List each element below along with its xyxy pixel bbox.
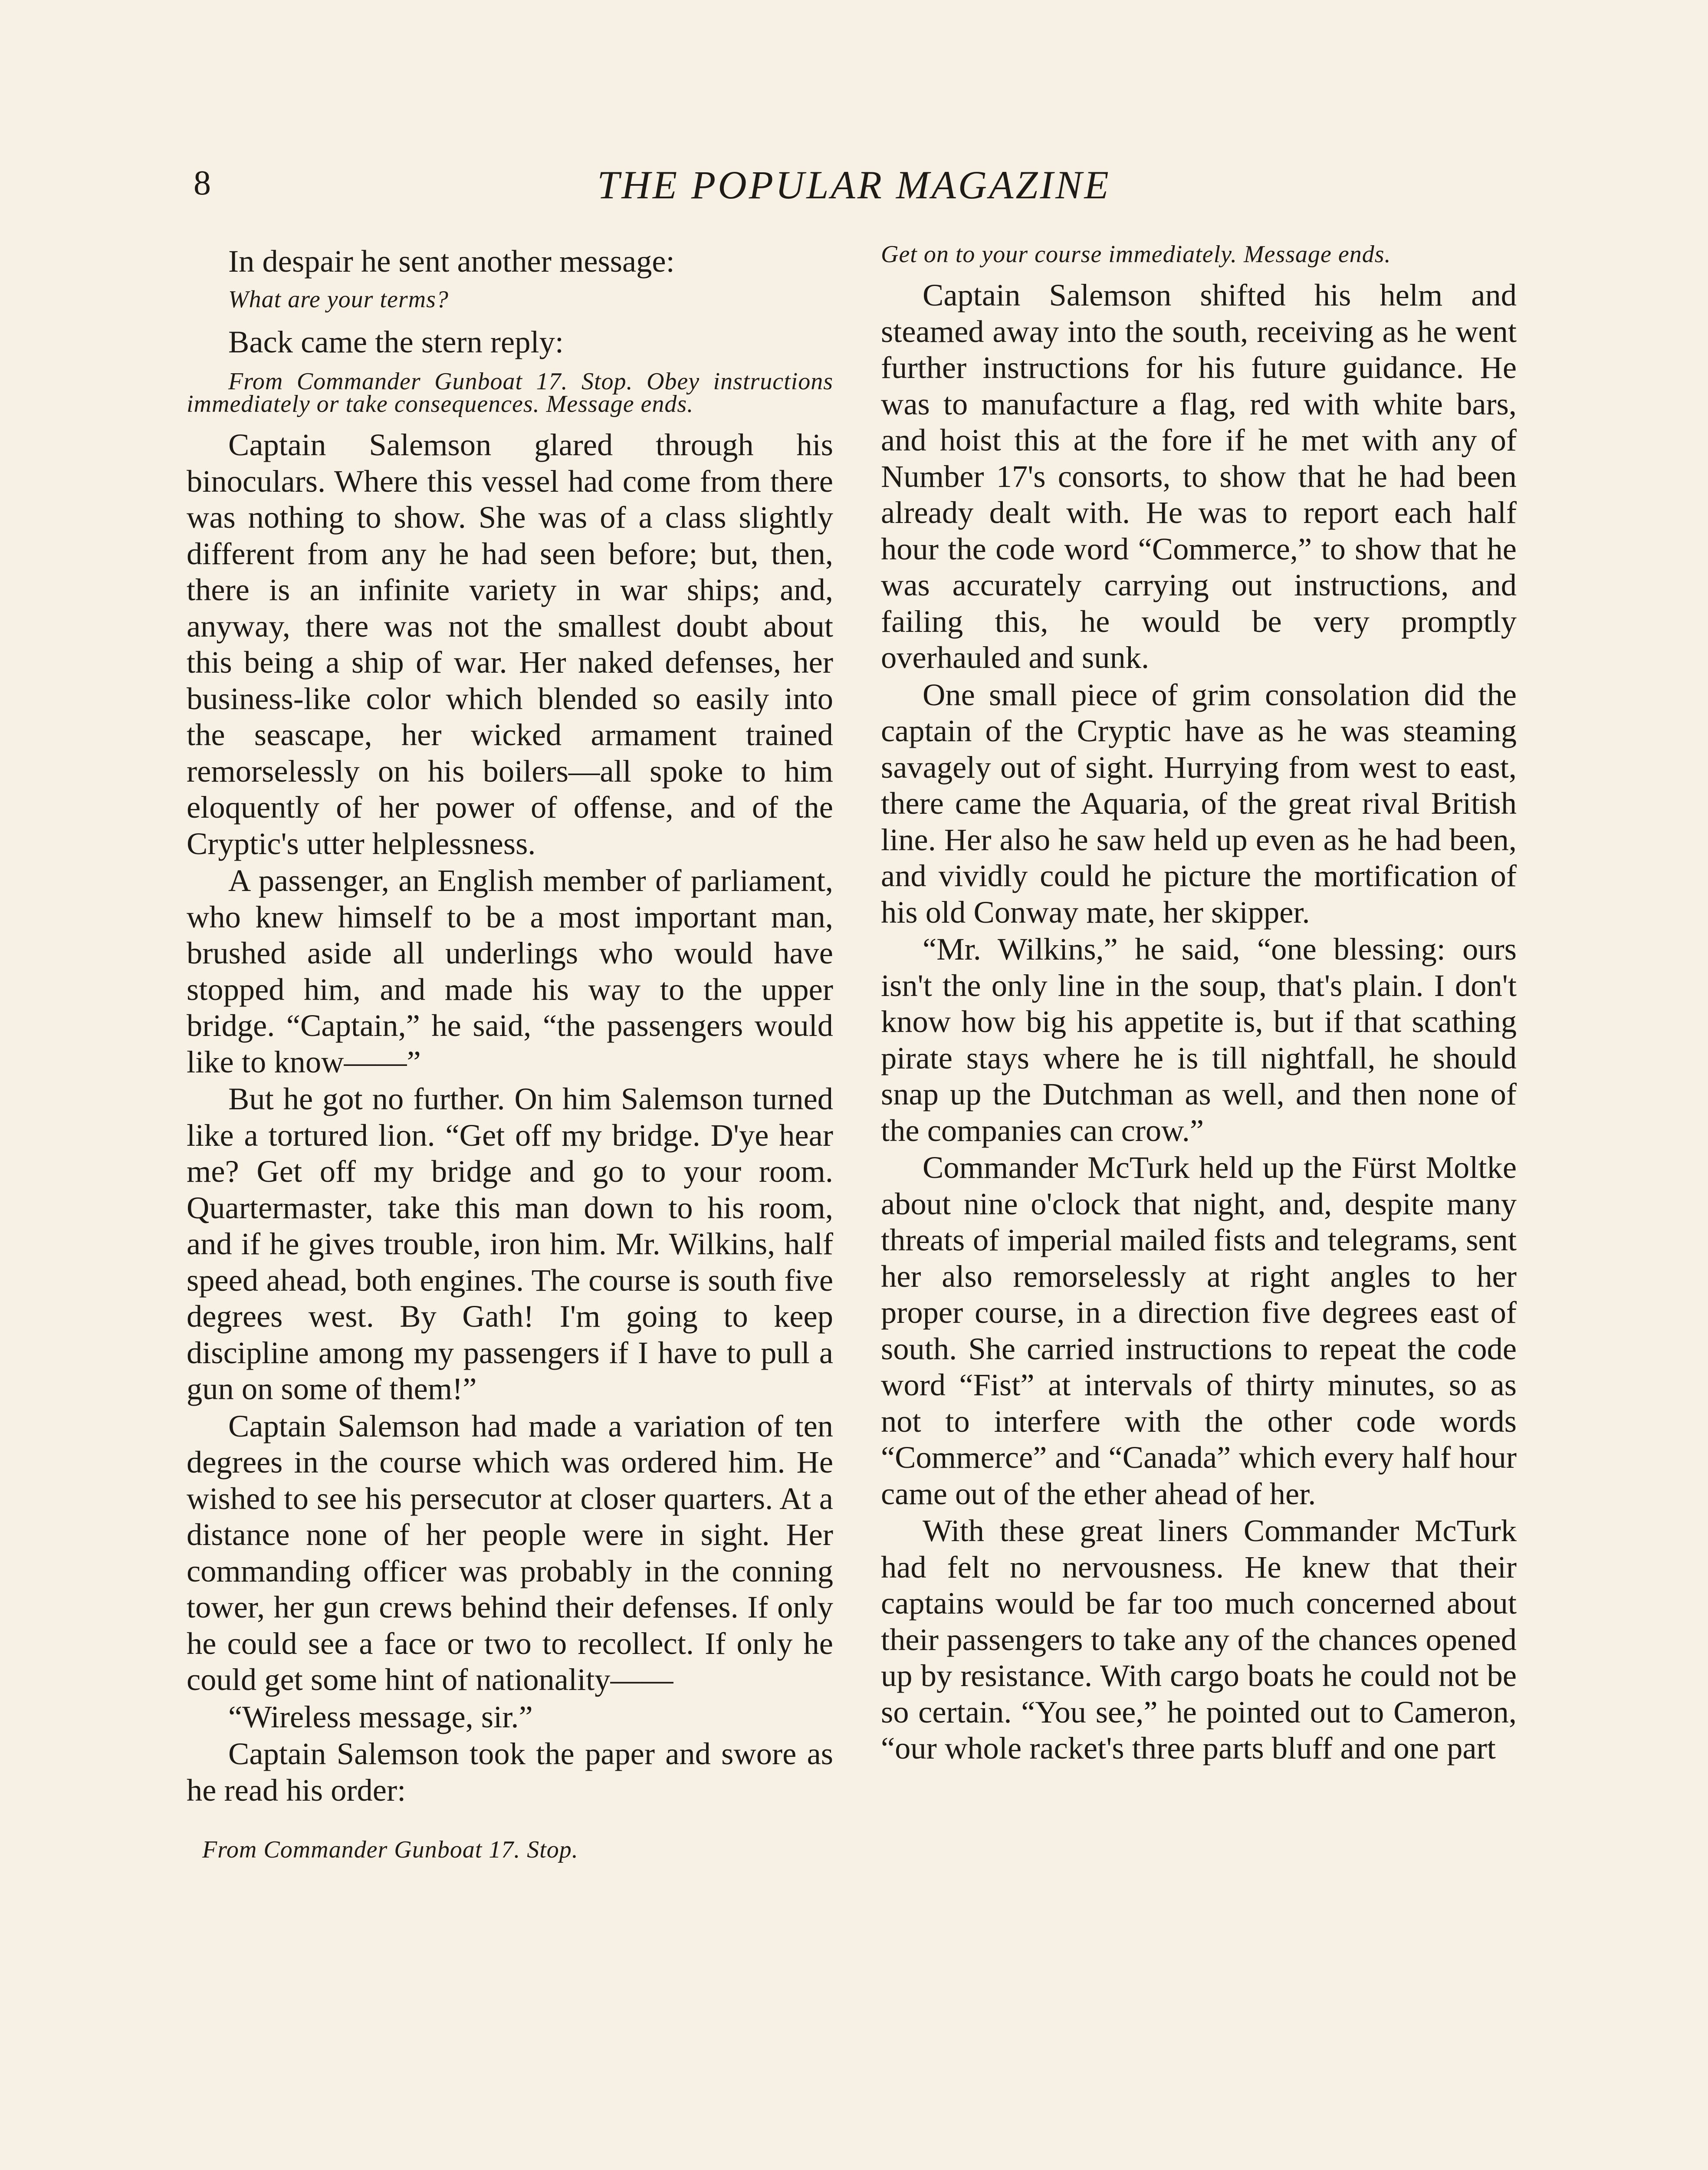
paragraph: Captain Salemson shifted his helm and steamed away into the south, receiving as he went further instructions for his future guidance. He was to manufacture a flag, red with white bars, and hoist this at the fore if he met with any of Number 17's consorts, to show that he had been already dealt with. He was to report each half hour the code word “Commerce,” to show that he was accurately carrying out instructions, and failing this, he would be very promptly overhauled and sunk. (881, 277, 1517, 675)
right-column (881, 243, 1517, 2170)
paragraph: Back came the stern reply: (228, 324, 564, 359)
wireless-message: What are your terms? (228, 286, 449, 313)
paragraph: A passenger, an English member of parliament, who knew himself to be a most important man, brushed aside all underlings who would have stopped him, and made his way to the upper bridge. “Captain,” he said, “the passengers would like to know——” (187, 863, 833, 1079)
paragraph: In despair he sent another message: (228, 243, 675, 279)
paragraph: Captain Salemson took the paper and swore as he read his order: (187, 1736, 833, 1808)
page-number: 8 (194, 164, 211, 202)
paragraph: Captain Salemson glared through his binoculars. Where this vessel had come from there was nothing to show. She was of a class slightly different from any he had seen before; but, then, there is an infinite variety in war ships; and, anyway, there was not the smallest doubt about this being a ship of war. Her naked defenses, her business-like color which blended so easily into the seascape, her wicked armament trained remorselessly on his boilers—all spoke to him eloquently of her power of offense, and of the Cryptic's utter helplessness. (187, 427, 833, 861)
wireless-message: From Commander Gunboat 17. Stop. (202, 1836, 578, 1863)
wireless-message: Get on to your course immediately. Message ends. (881, 243, 1391, 268)
paragraph: “Wireless message, sir.” (228, 1699, 533, 1734)
paragraph: With these great liners Commander McTurk had felt no nervousness. He knew that their captains would be far too much concerned about their passengers to take any of the chances opened up by resistance. With cargo boats he could not be so certain. “You see,” he pointed out to Cameron, “our whole racket's three parts bluff and one part (881, 1513, 1517, 1766)
running-head: THE POPULAR MAGAZINE (597, 163, 1111, 207)
paragraph: “Mr. Wilkins,” he said, “one blessing: ours isn't the only line in the soup, that's plain. I don't know how big his appetite is, but if that scathing pirate stays where he is till nightfall, he should snap up the Dutchman as well, and then none of the companies can crow.” (881, 931, 1517, 1148)
wireless-message: From Commander Gunboat 17. Stop. Obey instructions immediately or take consequences. Message ends. (187, 368, 833, 418)
paragraph: But he got no further. On him Salemson turned like a tortured lion. “Get off my bridge. D'ye hear me? Get off my bridge and go to your room. Quartermaster, take this man down to his room, and if he gives trouble, iron him. Mr. Wilkins, half speed ahead, both engines. The course is south five degrees west. By Gath! I'm going to keep discipline among my passengers if I have to pull a gun on some of them!” (187, 1081, 833, 1406)
paragraph: Commander McTurk held up the Fürst Moltke about nine o'clock that night, and, despite many threats of imperial mailed fists and telegrams, sent her also remorselessly at right angles to her proper course, in a direction five degrees east of south. She carried instructions to repeat the code word “Fist” at intervals of thirty minutes, so as not to interfere with the other code words “Commerce” and “Canada” which every half hour came out of the ether ahead of her. (881, 1150, 1517, 1511)
left-column (187, 243, 833, 2170)
paragraph: Captain Salemson had made a variation of ten degrees in the course which was ordered him. He wished to see his persecutor at closer quarters. At a distance none of her people were in sight. Her commanding officer was probably in the conning tower, her gun crews behind their defenses. If only he could see a face or two to recollect. If only he could get some hint of nationality—— (187, 1408, 833, 1697)
paragraph: One small piece of grim consolation did the captain of the Cryptic have as he was steaming savagely out of sight. Hurrying from west to east, there came the Aquaria, of the great rival British line. Her also he saw held up even as he had been, and vividly could he picture the mortification of his old Conway mate, her skipper. (881, 677, 1517, 930)
